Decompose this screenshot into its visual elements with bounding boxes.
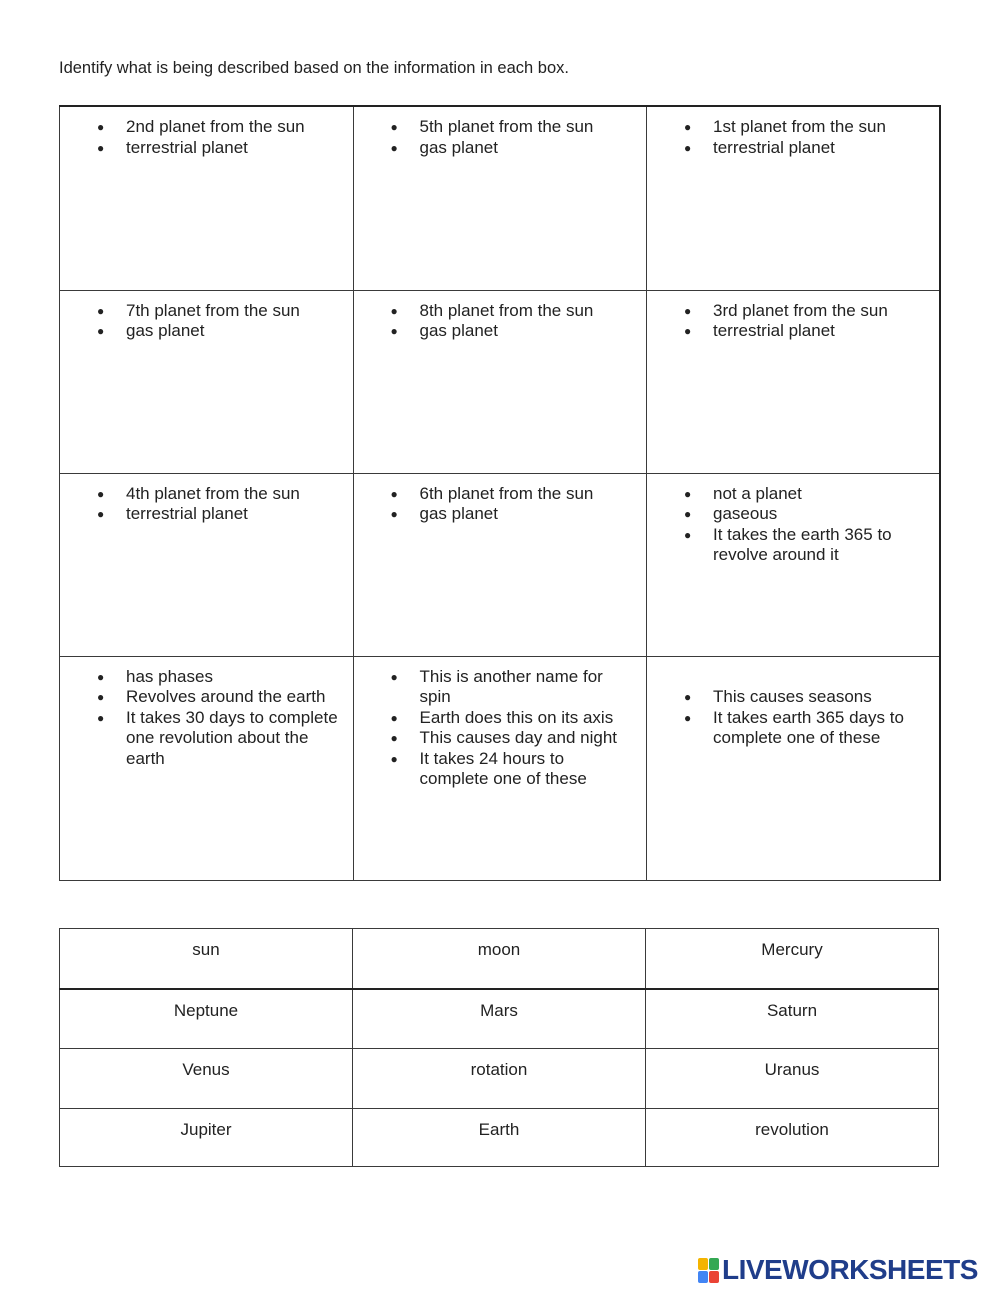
answer-row	[60, 929, 939, 989]
bullet-item: ● terrestrial planet	[657, 138, 929, 159]
logo-square-icon	[698, 1271, 708, 1283]
bullet-item: ● This is another name for spin	[364, 667, 637, 708]
bullet-item: ● not a planet	[657, 484, 929, 505]
clue-box	[353, 290, 647, 473]
bullet-item: ● gas planet	[364, 138, 637, 159]
bullet-item: ● gaseous	[657, 504, 929, 525]
bullet-item: ● 1st planet from the sun	[657, 117, 929, 138]
bullet-item: ● has phases	[70, 667, 343, 688]
bullet-item: ● gas planet	[364, 321, 637, 342]
answer-row	[60, 989, 939, 1049]
bullet-item: ● terrestrial planet	[657, 321, 929, 342]
clue-box	[647, 106, 941, 290]
clue-box	[647, 290, 941, 473]
answer-cell: Mercury	[646, 929, 939, 989]
bullet-item: ● gas planet	[364, 504, 637, 525]
answer-cell: Mars	[353, 989, 646, 1049]
bullet-item: ● Revolves around the earth	[70, 687, 343, 708]
instruction-text: Identify what is being described based on the information in each box.	[59, 59, 569, 77]
clue-box	[353, 106, 647, 290]
clue-box	[353, 473, 647, 656]
answer-cell: Uranus	[646, 1049, 939, 1109]
bullet-item: ● terrestrial planet	[70, 504, 343, 525]
bullet-item: ● This causes day and night	[364, 728, 637, 749]
clue-box	[60, 656, 354, 880]
answer-cell: sun	[60, 929, 353, 989]
clue-row	[60, 656, 941, 880]
clue-box	[60, 290, 354, 473]
bullet-item: ● This causes seasons	[657, 687, 929, 708]
clue-row	[60, 290, 941, 473]
bullet-item: ● 5th planet from the sun	[364, 117, 637, 138]
answer-cell: Neptune	[60, 989, 353, 1049]
answer-cell: Saturn	[646, 989, 939, 1049]
logo-square-icon	[709, 1258, 719, 1270]
bullet-item: ● 4th planet from the sun	[70, 484, 343, 505]
bullet-item: ● It takes 24 hours to complete one of these	[364, 749, 637, 790]
logo-square-icon	[709, 1271, 719, 1283]
clue-box	[60, 106, 354, 290]
logo-square-icon	[698, 1258, 708, 1270]
clue-box	[60, 473, 354, 656]
clue-table	[59, 105, 941, 881]
bullet-item: ● It takes the earth 365 to revolve around it	[657, 525, 929, 566]
bullet-item: ● 6th planet from the sun	[364, 484, 637, 505]
logo-icon	[698, 1258, 719, 1283]
answer-cell: Jupiter	[60, 1109, 353, 1167]
logo-text: LIVEWORKSHEETS	[722, 1254, 978, 1285]
bullet-item: ● Earth does this on its axis	[364, 708, 637, 729]
liveworksheets-logo	[698, 1256, 978, 1284]
answer-row	[60, 1049, 939, 1109]
clue-row	[60, 106, 941, 290]
bullet-item: ● 3rd planet from the sun	[657, 301, 929, 322]
answer-cell: Venus	[60, 1049, 353, 1109]
bullet-item: ● 2nd planet from the sun	[70, 117, 343, 138]
bullet-item: ● 7th planet from the sun	[70, 301, 343, 322]
answer-cell: Earth	[353, 1109, 646, 1167]
bullet-item: ● gas planet	[70, 321, 343, 342]
bullet-item: ● It takes earth 365 days to complete one of these	[657, 708, 929, 749]
bullet-item: ● It takes 30 days to complete one revolution about the earth	[70, 708, 343, 770]
bullet-item: ● 8th planet from the sun	[364, 301, 637, 322]
answer-row	[60, 1109, 939, 1167]
answer-cell: revolution	[646, 1109, 939, 1167]
bullet-item: ● terrestrial planet	[70, 138, 343, 159]
answer-bank-table	[59, 928, 939, 1167]
clue-box	[647, 656, 941, 880]
clue-box	[647, 473, 941, 656]
answer-cell: rotation	[353, 1049, 646, 1109]
clue-row	[60, 473, 941, 656]
clue-box	[353, 656, 647, 880]
answer-cell: moon	[353, 929, 646, 989]
